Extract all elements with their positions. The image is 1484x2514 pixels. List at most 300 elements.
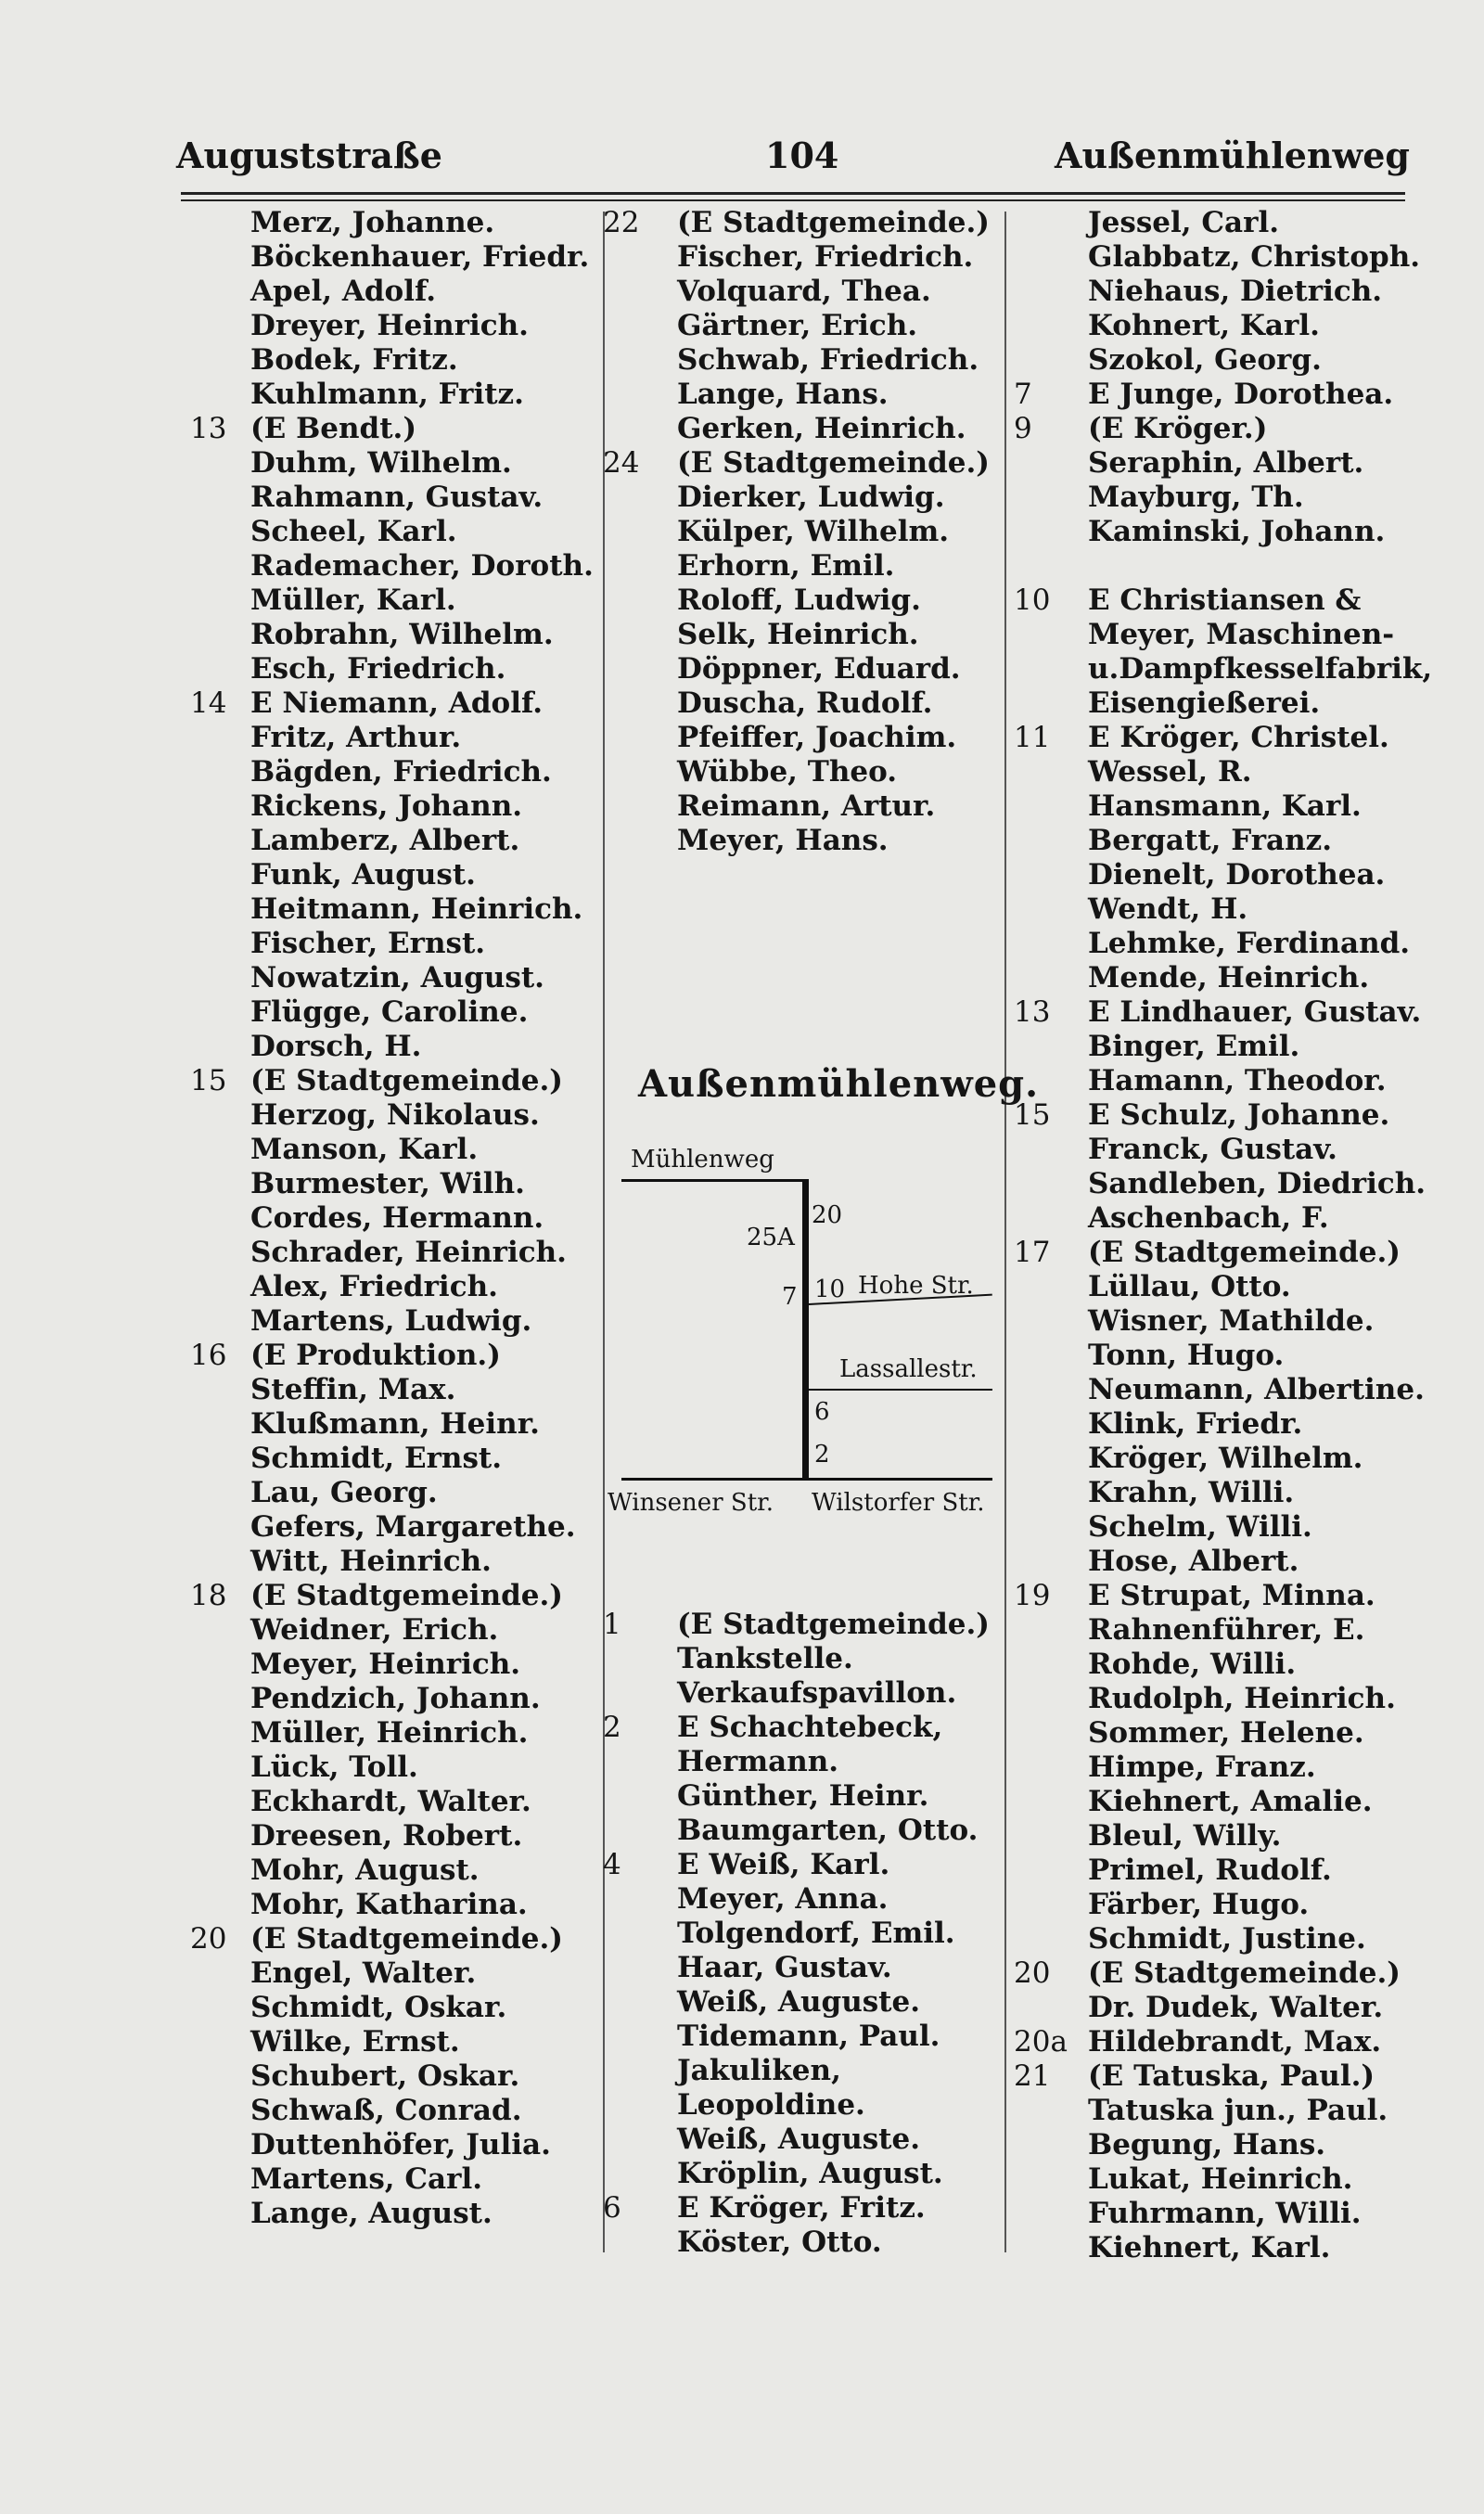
resident-name: Scheel, Karl. [250,515,457,548]
directory-entry [603,2225,1011,2260]
resident-name: Verkaufspavillon. [677,1676,957,1710]
directory-entry [1014,927,1422,961]
resident-name: Robrahn, Wilhelm. [250,618,554,651]
resident-name: E Junge, Dorothea. [1088,378,1394,411]
resident-name: Duhm, Wilhelm. [250,446,512,480]
directory-entry [176,755,603,789]
resident-name: Rademacher, Doroth. [250,549,594,583]
directory-entry [1014,1167,1426,1201]
resident-name: Meyer, Maschinen- [1088,618,1395,651]
directory-entry [1014,2162,1422,2197]
directory-entry [176,2162,603,2197]
house-number: 13 [1014,995,1051,1029]
directory-entry [1014,1613,1422,1648]
resident-name: Schwab, Friedrich. [677,343,979,377]
resident-name: Funk, August. [250,858,476,891]
directory-entry [176,515,603,549]
resident-name: (E Stadtgemeinde.) [1088,1956,1401,1990]
directory-entry [1014,1064,1422,1098]
map-label-25a: 25A [747,1224,795,1251]
resident-name: Nowatzin, August. [250,961,544,994]
directory-entry [176,1270,603,1304]
resident-name: Rohde, Willi. [1088,1648,1297,1681]
directory-entry [176,378,603,412]
resident-name: Mayburg, Th. [1088,481,1304,514]
resident-name: (E Stadtgemeinde.) [677,206,990,239]
directory-entry [176,1201,603,1236]
directory-entry [1014,1304,1422,1339]
resident-name: Manson, Karl. [250,1133,479,1166]
house-number: 20 [1014,1956,1051,1990]
resident-name: Tatuska jun., Paul. [1088,2094,1388,2127]
resident-name: Dierker, Ludwig. [677,481,945,514]
house-number: 19 [1014,1579,1051,1612]
resident-name: E Kröger, Fritz. [677,2191,926,2225]
directory-entry [603,1676,1011,1711]
directory-entry [176,1991,603,2025]
directory-entry [176,1613,603,1648]
house-number: 9 [1014,412,1032,445]
resident-name: Volquard, Thea. [677,275,931,308]
directory-entry [176,1716,603,1751]
resident-name: Rickens, Johann. [250,789,523,823]
directory-entry [1014,1785,1422,1819]
resident-name: Primel, Rudolf. [1088,1853,1332,1887]
resident-name: Färber, Hugo. [1088,1888,1310,1921]
resident-name: (E Stadtgemeinde.) [677,446,990,480]
directory-entry [603,1779,1011,1814]
resident-name: E Niemann, Adolf. [250,686,544,720]
column-2-bottom [603,1608,1011,2260]
directory-entry [603,686,1011,721]
directory-entry [1014,481,1422,515]
directory-entry [1014,412,1422,446]
map-line-aussenmuehlenweg [802,1179,809,1481]
house-number: 21 [1014,2059,1051,2093]
resident-name: (E Stadtgemeinde.) [250,1064,563,1097]
resident-name: Fischer, Friedrich. [677,240,974,274]
directory-entry [603,584,1011,618]
resident-name: Tolgendorf, Emil. [677,1917,955,1950]
resident-name: Lange, Hans. [677,378,889,411]
map-label-10: 10 [814,1276,846,1303]
resident-name: Herzog, Nikolaus. [250,1098,540,1132]
directory-entry [176,1476,603,1510]
resident-name: Lange, August. [250,2197,493,2230]
resident-name: Klink, Friedr. [1088,1407,1303,1441]
directory-entry [603,309,1011,343]
map-label-wilstorfer-str: Wilstorfer Str. [812,1489,985,1517]
directory-entry [603,206,1011,240]
resident-name: Aschenbach, F. [1088,1201,1329,1235]
directory-entry [603,1711,1011,1745]
resident-name: Neumann, Albertine. [1088,1373,1425,1406]
resident-name: Dreyer, Heinrich. [250,309,529,342]
directory-entry [1014,1098,1422,1133]
resident-name: Leopoldine. [677,2088,865,2122]
header-rule-thin [181,199,1405,201]
directory-entry [176,2128,603,2162]
directory-entry [176,1407,603,1442]
map-label-winsener-str: Winsener Str. [608,1489,774,1517]
directory-entry [1014,446,1422,481]
resident-name: Franck, Gustav. [1088,1133,1337,1166]
map-line-muehlenweg [621,1179,805,1182]
resident-name: Martens, Carl. [250,2162,483,2196]
resident-name: Kiehnert, Karl. [1088,2231,1331,2264]
directory-entry [603,2054,1011,2088]
directory-entry [603,2020,1011,2054]
directory-entry [1014,2025,1422,2059]
directory-entry [176,1853,603,1888]
resident-name: Flügge, Caroline. [250,995,529,1029]
directory-entry [603,1951,1011,1985]
directory-entry [176,1785,603,1819]
directory-entry [1014,1373,1425,1407]
resident-name: Hermann. [677,1745,839,1778]
section-title: Außenmühlenweg. [638,1062,1040,1106]
house-number: 18 [190,1579,227,1612]
directory-entry [1014,618,1422,652]
resident-name: Wisner, Mathilde. [1088,1304,1375,1338]
header-left-street: Auguststraße [176,135,442,176]
resident-name: Schmidt, Justine. [1088,1922,1366,1956]
directory-entry [1014,858,1422,892]
resident-name: (E Stadtgemeinde.) [677,1608,990,1641]
resident-name: Wessel, R. [1088,755,1252,789]
resident-name: (E Tatuska, Paul.) [1088,2059,1375,2093]
resident-name: (E Bendt.) [250,412,417,445]
house-number: 15 [190,1064,227,1097]
resident-name: Weiß, Auguste. [677,1985,921,2019]
directory-entry [1014,961,1422,995]
directory-entry [1014,1545,1422,1579]
directory-entry [176,1682,603,1716]
directory-entry [176,927,603,961]
directory-entry [176,446,603,481]
resident-name: Weiß, Auguste. [677,2123,921,2156]
directory-entry [176,584,603,618]
directory-entry [176,686,603,721]
directory-entry [1014,549,1422,584]
directory-entry [176,789,603,824]
directory-entry [176,1888,603,1922]
resident-name: Wübbe, Theo. [677,755,898,789]
directory-entry [1014,2128,1422,2162]
resident-name: Apel, Adolf. [250,275,437,308]
directory-entry [1014,1751,1422,1785]
directory-entry [1014,1682,1422,1716]
directory-entry [1014,240,1422,275]
directory-entry [1014,1270,1422,1304]
resident-name: Kröplin, August. [677,2157,943,2190]
directory-entry [603,446,1011,481]
resident-name: Schmidt, Ernst. [250,1442,503,1475]
directory-entry [1014,1133,1422,1167]
resident-name: Erhorn, Emil. [677,549,895,583]
resident-name: Sommer, Helene. [1088,1716,1364,1750]
resident-name: Eisengießerei. [1088,686,1321,720]
directory-entry [176,1819,603,1853]
resident-name: Fritz, Arthur. [250,721,462,754]
resident-name: Bodek, Fritz. [250,343,458,377]
directory-entry [603,2088,1011,2123]
resident-name: Engel, Walter. [250,1956,477,1990]
resident-name: Bleul, Willy. [1088,1819,1282,1853]
directory-entry [1014,1888,1422,1922]
house-number: 4 [603,1848,621,1881]
directory-entry [1014,892,1422,927]
directory-entry [176,995,603,1030]
resident-name: Köster, Otto. [677,2225,882,2259]
resident-name: Haar, Gustav. [677,1951,892,1984]
directory-entry [176,1064,603,1098]
resident-name: Himpe, Franz. [1088,1751,1316,1784]
directory-entry [1014,789,1422,824]
directory-entry [1014,584,1422,618]
resident-name: (E Produktion.) [250,1339,501,1372]
resident-name: Schubert, Oskar. [250,2059,520,2093]
resident-name: (E Stadtgemeinde.) [250,1579,563,1612]
resident-name: Glabbatz, Christoph. [1088,240,1421,274]
resident-name: Hose, Albert. [1088,1545,1299,1578]
directory-entry [1014,1956,1422,1991]
house-number: 1 [603,1608,621,1641]
resident-name: Dienelt, Dorothea. [1088,858,1386,891]
resident-name: Lück, Toll. [250,1751,418,1784]
resident-name: Esch, Friedrich. [250,652,506,686]
directory-entry [603,343,1011,378]
resident-name: Alex, Friedrich. [250,1270,498,1303]
directory-entry [176,1339,603,1373]
directory-entry [603,1848,1011,1882]
resident-name: E Kröger, Christel. [1088,721,1389,754]
column-2-top [603,206,1011,858]
resident-name: Pfeiffer, Joachim. [677,721,957,754]
house-number: 17 [1014,1236,1051,1269]
directory-entry [1014,2231,1422,2265]
directory-entry [176,2025,603,2059]
resident-name: Günther, Heinr. [677,1779,929,1813]
house-number: 16 [190,1339,227,1372]
resident-name: Rudolph, Heinrich. [1088,1682,1396,1715]
resident-name: Meyer, Hans. [677,824,889,857]
directory-entry [176,1648,603,1682]
resident-name: Baumgarten, Otto. [677,1814,979,1847]
resident-name: Lamberz, Albert. [250,824,520,857]
house-number: 20a [1014,2025,1068,2059]
directory-entry [176,1133,603,1167]
directory-entry [1014,1991,1422,2025]
house-number: 24 [603,446,640,480]
house-number: 11 [1014,721,1051,754]
directory-entry [603,755,1011,789]
resident-name: Böckenhauer, Friedr. [250,240,590,274]
house-number: 20 [190,1922,227,1956]
directory-entry [1014,721,1422,755]
resident-name: Schmidt, Oskar. [250,1991,507,2024]
map-label-20: 20 [812,1201,843,1229]
resident-name: Kiehnert, Amalie. [1088,1785,1373,1818]
page-number: 104 [765,135,839,176]
resident-name: Kuhlmann, Fritz. [250,378,524,411]
directory-entry [176,1510,603,1545]
directory-entry [603,2157,1011,2191]
resident-name: Lukat, Heinrich. [1088,2162,1353,2196]
directory-entry [603,240,1011,275]
resident-name: Witt, Heinrich. [250,1545,492,1578]
directory-entry [603,481,1011,515]
resident-name: Kröger, Wilhelm. [1088,1442,1363,1475]
house-number: 6 [603,2191,621,2225]
resident-name: Hildebrandt, Max. [1088,2025,1382,2059]
resident-name: Merz, Johanne. [250,206,495,239]
resident-name: Külper, Wilhelm. [677,515,950,548]
directory-entry [603,1814,1011,1848]
directory-entry [1014,1853,1422,1888]
resident-name: Schwaß, Conrad. [250,2094,522,2127]
house-number: 2 [603,1711,621,1744]
resident-name: (E Kröger.) [1088,412,1268,445]
directory-entry [603,2191,1011,2225]
directory-entry [1014,1442,1422,1476]
resident-name: Hamann, Theodor. [1088,1064,1387,1097]
resident-name: Lau, Georg. [250,1476,438,1509]
resident-name: Martens, Ludwig. [250,1304,532,1338]
directory-entry [1014,275,1422,309]
resident-name: Tonn, Hugo. [1088,1339,1285,1372]
resident-name: Fischer, Ernst. [250,927,486,960]
directory-entry [603,1745,1011,1779]
resident-name: Tidemann, Paul. [677,2020,940,2053]
resident-name: E Strupat, Minna. [1088,1579,1375,1612]
directory-entry [176,1236,603,1270]
directory-entry [603,1642,1011,1676]
directory-entry [176,1751,603,1785]
directory-entry [176,1442,603,1476]
resident-name: Jessel, Carl. [1088,206,1280,239]
header-rule-thick [181,192,1405,195]
directory-entry [1014,343,1422,378]
directory-entry [176,961,603,995]
resident-name: Rahnenführer, E. [1088,1613,1365,1647]
resident-name: (E Stadtgemeinde.) [1088,1236,1401,1269]
resident-name: Cordes, Hermann. [250,1201,544,1235]
map-label-lassallestr: Lassallestr. [839,1355,978,1383]
resident-name: E Lindhauer, Gustav. [1088,995,1422,1029]
resident-name: Krahn, Willi. [1088,1476,1295,1509]
directory-entry [1014,2059,1422,2094]
map-label-muehlenweg: Mühlenweg [631,1146,774,1174]
column-3 [1014,206,1433,2265]
directory-entry [603,721,1011,755]
directory-entry [1014,1339,1422,1373]
directory-entry [1014,1236,1422,1270]
resident-name: E Schachtebeck, [677,1711,943,1744]
directory-entry [1014,309,1422,343]
directory-entry [603,1985,1011,2020]
directory-entry [603,412,1011,446]
directory-entry [176,892,603,927]
directory-entry [603,789,1011,824]
directory-entry [1014,1579,1422,1613]
resident-name: Mohr, August. [250,1853,480,1887]
resident-name: Meyer, Anna. [677,1882,889,1916]
resident-name: Schrader, Heinrich. [250,1236,567,1269]
resident-name: Burmester, Wilh. [250,1167,525,1200]
directory-entry [603,1917,1011,1951]
resident-name: Müller, Heinrich. [250,1716,529,1750]
house-number: 14 [190,686,227,720]
resident-name: Gärtner, Erich. [677,309,918,342]
house-number: 7 [1014,378,1032,411]
directory-entry [603,618,1011,652]
resident-name: Sandleben, Diedrich. [1088,1167,1426,1200]
directory-entry [176,721,603,755]
map-label-7: 7 [782,1283,798,1311]
map-label-2: 2 [814,1441,830,1469]
street-map [603,1146,1011,1517]
directory-entry [176,2094,603,2128]
resident-name: Gefers, Margarethe. [250,1510,576,1544]
directory-entry [1014,515,1422,549]
resident-name: Jakuliken, [677,2054,841,2087]
resident-name: Klußmann, Heinr. [250,1407,540,1441]
map-label-hohe-str: Hohe Str. [858,1272,974,1300]
resident-name: Tankstelle. [677,1642,853,1675]
resident-name: Kohnert, Karl. [1088,309,1320,342]
map-line-bottom [621,1478,992,1481]
directory-entry [603,1608,1011,1642]
directory-entry [1014,755,1422,789]
directory-entry [176,652,603,686]
resident-name: u.Dampfkesselfabrik, [1088,652,1433,686]
resident-name: Szokol, Georg. [1088,343,1322,377]
directory-entry [176,343,603,378]
page-header [176,135,1410,190]
directory-entry [176,2197,603,2231]
resident-name: Lehmke, Ferdinand. [1088,927,1411,960]
directory-entry [176,824,603,858]
directory-entry [176,275,603,309]
directory-entry [1014,1716,1422,1751]
directory-entry [1014,652,1433,686]
directory-entry [176,1167,603,1201]
resident-name: Pendzich, Johann. [250,1682,541,1715]
directory-entry [1014,1922,1422,1956]
directory-entry [603,824,1011,858]
header-right-street: Außenmühlenweg [1055,135,1410,176]
directory-entry [603,1882,1011,1917]
resident-name: Dr. Dudek, Walter. [1088,1991,1384,2024]
resident-name: E Weiß, Karl. [677,1848,890,1881]
resident-name: Steffin, Max. [250,1373,456,1406]
resident-name: Eckhardt, Walter. [250,1785,531,1818]
directory-entry [1014,378,1422,412]
directory-entry [603,275,1011,309]
house-number: 15 [1014,1098,1051,1132]
resident-name: Dreesen, Robert. [250,1819,523,1853]
resident-name: Binger, Emil. [1088,1030,1300,1063]
directory-entry [176,2059,603,2094]
resident-name: Lüllau, Otto. [1088,1270,1291,1303]
resident-name: Wendt, H. [1088,892,1248,926]
directory-entry [176,1545,603,1579]
directory-entry [176,549,603,584]
map-line-lassallestr [809,1389,992,1391]
resident-name: Kaminski, Johann. [1088,515,1386,548]
column-1 [176,206,603,2231]
